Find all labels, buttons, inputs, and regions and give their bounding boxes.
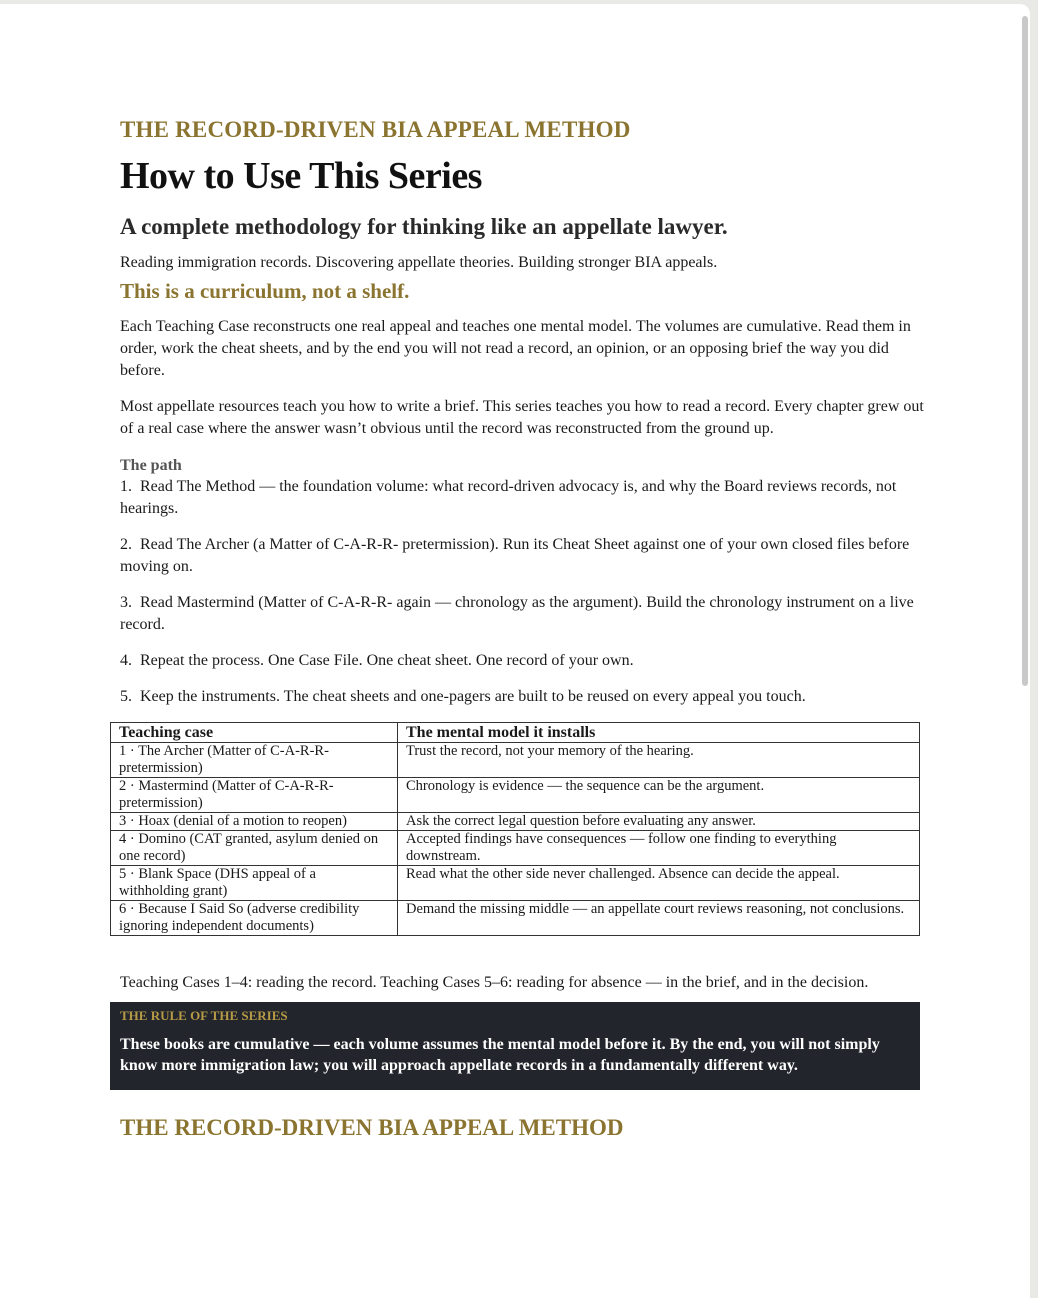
- step-number: 5.: [120, 688, 132, 705]
- page-title: How to Use This Series: [120, 155, 482, 197]
- table-row: [111, 778, 920, 813]
- path-step-4: [120, 650, 930, 672]
- teaching-cases-table: [110, 722, 920, 936]
- document-content: [120, 116, 930, 1142]
- teaching-case-cell: 2 · Mastermind (Matter of C-A-R-R- pretermission): [111, 778, 398, 813]
- reading-summary: Teaching Cases 1–4: reading the record. Teaching Cases 5–6: reading for absence — in the brief, and in the decision.: [120, 974, 869, 991]
- step-number: 4.: [120, 652, 132, 669]
- table-header-row: [111, 723, 920, 743]
- mental-model-cell: Trust the record, not your memory of the hearing.: [398, 743, 920, 778]
- path-step-2: [120, 534, 930, 578]
- footer-series-title: THE RECORD-DRIVEN BIA APPEAL METHOD: [120, 1115, 624, 1140]
- page-subtitle: A complete methodology for thinking like an appellate lawyer.: [120, 214, 728, 239]
- pullquote: This is a curriculum, not a shelf.: [120, 279, 410, 303]
- intro-paragraph: Each Teaching Case reconstructs one real appeal and teaches one mental model. The volumes are cumulative. Read them in order, work the cheat sheets, and by the end you will not read a record, an opinion, or an opposing brief the way you did before.: [120, 318, 911, 379]
- column-header-teaching-case: Teaching case: [111, 723, 398, 743]
- teaching-case-cell: 6 · Because I Said So (adverse credibility ignoring independent documents): [111, 901, 398, 936]
- step-text: Read Mastermind (Matter of C-A-R-R- again — chronology as the argument). Build the chronology instrument on a live record.: [120, 594, 914, 633]
- taglines: Reading immigration records. Discovering appellate theories. Building stronger BIA appeals.: [120, 254, 718, 271]
- rule-text: These books are cumulative — each volume assumes the mental model before it. By the end, you will not simply know more immigration law; you will approach appellate records in a fundamentally different way.: [120, 1036, 880, 1074]
- vertical-scrollbar[interactable]: [1022, 16, 1028, 686]
- table-row: [111, 743, 920, 778]
- rule-label: THE RULE OF THE SERIES: [120, 1008, 288, 1023]
- mental-model-cell: Accepted findings have consequences — follow one finding to everything downstream.: [398, 831, 920, 866]
- method-paragraph: Most appellate resources teach you how to write a brief. This series teaches you how to read a record. Every chapter grew out of a real case where the answer wasn’t obvious until the record was reconstructed from the ground up.: [120, 398, 924, 437]
- path-step-5: [120, 686, 930, 708]
- series-title: THE RECORD-DRIVEN BIA APPEAL METHOD: [120, 117, 631, 142]
- teaching-case-cell: 1 · The Archer (Matter of C-A-R-R- pretermission): [111, 743, 398, 778]
- table-row: [111, 831, 920, 866]
- column-header-mental-model: The mental model it installs: [398, 723, 920, 743]
- step-number: 3.: [120, 594, 132, 611]
- mental-model-cell: Read what the other side never challenged. Absence can decide the appeal.: [398, 866, 920, 901]
- document-page: [0, 4, 1030, 1298]
- table-row: [111, 813, 920, 831]
- mental-model-cell: Demand the missing middle — an appellate court reviews reasoning, not conclusions.: [398, 901, 920, 936]
- path-heading: The path: [120, 457, 182, 474]
- step-text: Repeat the process. One Case File. One cheat sheet. One record of your own.: [140, 652, 634, 669]
- step-text: Read The Archer (a Matter of C-A-R-R- pretermission). Run its Cheat Sheet against one of your own closed files before moving on.: [120, 536, 910, 575]
- step-text: Keep the instruments. The cheat sheets and one-pagers are built to be reused on every appeal you touch.: [140, 688, 806, 705]
- path-step-3: [120, 592, 930, 636]
- teaching-case-cell: 4 · Domino (CAT granted, asylum denied on one record): [111, 831, 398, 866]
- teaching-case-cell: 3 · Hoax (denial of a motion to reopen): [111, 813, 398, 831]
- teaching-case-cell: 5 · Blank Space (DHS appeal of a withholding grant): [111, 866, 398, 901]
- path-step-1: [120, 476, 930, 520]
- rule-callout: [110, 1002, 920, 1090]
- mental-model-cell: Chronology is evidence — the sequence can be the argument.: [398, 778, 920, 813]
- step-text: Read The Method — the foundation volume: what record-driven advocacy is, and why the Board reviews records, not hearings.: [120, 478, 897, 517]
- step-number: 1.: [120, 478, 132, 495]
- table-row: [111, 901, 920, 936]
- table-row: [111, 866, 920, 901]
- step-number: 2.: [120, 536, 132, 553]
- mental-model-cell: Ask the correct legal question before evaluating any answer.: [398, 813, 920, 831]
